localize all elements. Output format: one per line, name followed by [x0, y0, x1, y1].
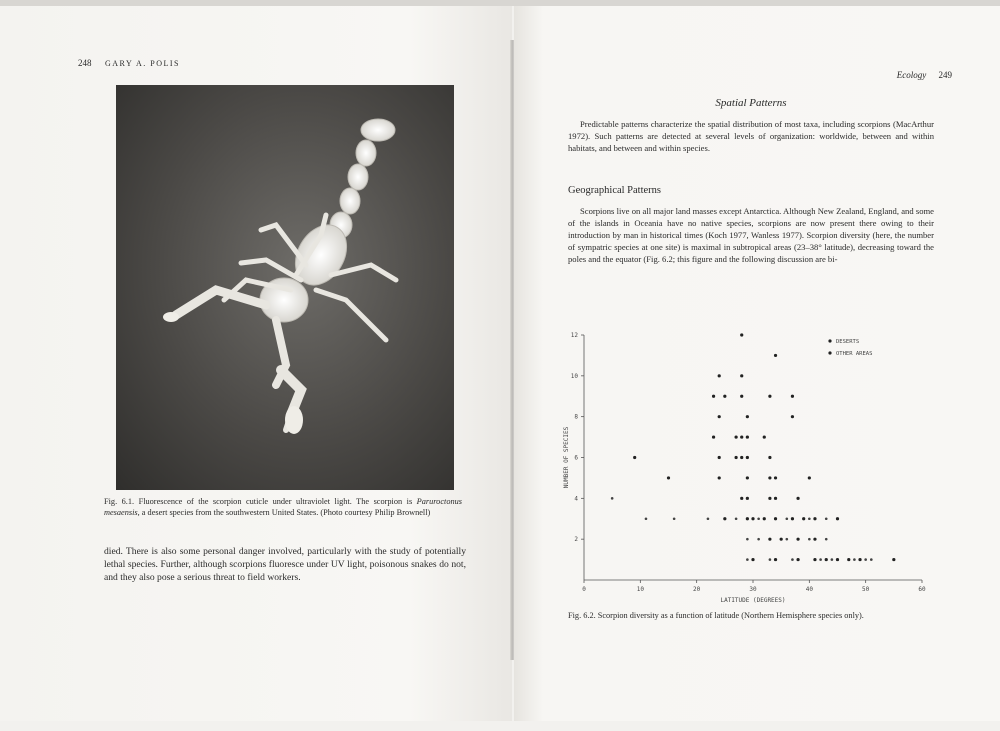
point-deserts — [813, 538, 816, 541]
point-deserts — [746, 517, 749, 520]
point-other-areas — [769, 558, 772, 561]
point-deserts — [780, 538, 783, 541]
point-deserts — [791, 415, 794, 418]
point-deserts — [836, 558, 839, 561]
point-deserts — [796, 538, 799, 541]
point-deserts — [740, 395, 743, 398]
point-deserts — [791, 395, 794, 398]
point-deserts — [774, 558, 777, 561]
subheading-geographical: Geographical Patterns — [568, 185, 662, 196]
point-deserts — [740, 497, 743, 500]
point-other-areas — [831, 558, 834, 561]
point-deserts — [633, 456, 636, 459]
point-other-areas — [611, 497, 614, 500]
point-other-areas — [825, 538, 828, 541]
point-deserts — [768, 497, 771, 500]
scatter-plot — [560, 325, 940, 605]
y-ticks — [571, 332, 584, 543]
y-tick-label: 4 — [574, 495, 578, 503]
point-deserts — [723, 517, 726, 520]
point-deserts — [763, 435, 766, 438]
legend-label: DESERTS — [836, 339, 860, 345]
point-other-areas — [791, 558, 794, 561]
x-axis-label: LATITUDE (DEGREES) — [720, 597, 786, 604]
author-running-head: GARY A. POLIS — [105, 59, 180, 68]
point-deserts — [796, 558, 799, 561]
point-other-areas — [825, 517, 828, 520]
point-deserts — [802, 517, 805, 520]
x-tick-label: 40 — [805, 586, 813, 593]
left-running-head — [78, 58, 180, 68]
point-deserts — [791, 517, 794, 520]
y-tick-label: 2 — [574, 536, 578, 544]
scorpion-photo — [116, 85, 454, 490]
point-deserts — [740, 374, 743, 377]
point-deserts — [774, 354, 777, 357]
paragraph-geographical-patterns: Scorpions live on all major land masses except Antarctica. Although New Zealand, England, and some of the islands in Oceania have no native species, scorpions are now present there owing to their introduction by man in historical times (Koch 1977, Wanless 1977). Scorpion diversity (here, the number of sympatric species at one site) is maximal in subtropical areas (23–38° latitude), decreasing toward the poles and the equator (Fig. 6.2; this figure and the following discussion are bi- — [568, 206, 934, 264]
data-points — [611, 333, 896, 561]
point-deserts — [847, 558, 850, 561]
chart-legend — [828, 339, 872, 357]
point-other-areas — [853, 558, 856, 561]
chapter-running-head: Ecology — [896, 70, 927, 80]
left-page-number: 248 — [78, 58, 92, 68]
point-deserts — [723, 395, 726, 398]
x-ticks — [582, 580, 926, 593]
point-deserts — [746, 497, 749, 500]
point-deserts — [735, 456, 738, 459]
right-running-head — [897, 70, 952, 80]
figure-label: Fig. 6.1. — [104, 497, 135, 506]
section-title: Spatial Patterns — [715, 97, 787, 109]
point-other-areas — [808, 538, 811, 541]
point-deserts — [836, 517, 839, 520]
x-tick-label: 30 — [749, 586, 757, 593]
paragraph-spatial-patterns: Predictable patterns characterize the spatial distribution of most taxa, including scorpions (MacArthur 1972). Such patterns are detected at several levels of organization: worldwide, between and within habitats, and between and within species. — [568, 119, 934, 153]
point-deserts — [751, 558, 754, 561]
point-deserts — [774, 476, 777, 479]
y-axis-label: NUMBER OF SPECIES — [563, 426, 570, 489]
point-deserts — [712, 395, 715, 398]
point-deserts — [740, 435, 743, 438]
x-tick-label: 10 — [636, 586, 644, 593]
point-deserts — [768, 476, 771, 479]
legend-label: OTHER AREAS — [836, 351, 873, 357]
point-deserts — [712, 435, 715, 438]
point-other-areas — [645, 517, 648, 520]
point-deserts — [735, 435, 738, 438]
point-other-areas — [673, 517, 676, 520]
point-other-areas — [707, 517, 710, 520]
point-other-areas — [746, 538, 749, 541]
legend-marker — [828, 351, 831, 354]
point-deserts — [746, 415, 749, 418]
point-other-areas — [864, 558, 867, 561]
point-deserts — [718, 456, 721, 459]
point-deserts — [774, 497, 777, 500]
point-deserts — [746, 476, 749, 479]
point-other-areas — [757, 538, 760, 541]
x-tick-label: 20 — [693, 586, 701, 593]
point-other-areas — [786, 517, 789, 520]
point-other-areas — [746, 558, 749, 561]
legend-marker — [828, 339, 831, 342]
point-deserts — [768, 538, 771, 541]
point-deserts — [858, 558, 861, 561]
point-deserts — [768, 456, 771, 459]
point-deserts — [768, 395, 771, 398]
point-deserts — [808, 476, 811, 479]
caption-text-end: , a desert species from the southwestern United States. (Photo courtesy Philip Brownell) — [137, 508, 431, 517]
y-tick-label: 8 — [574, 413, 578, 421]
figure-6-2-caption: Fig. 6.2. Scorpion diversity as a function of latitude (Northern Hemisphere species only). — [568, 611, 864, 620]
point-deserts — [740, 333, 743, 336]
x-tick-label: 60 — [918, 586, 926, 593]
x-tick-label: 50 — [862, 586, 870, 593]
point-deserts — [746, 435, 749, 438]
point-deserts — [667, 476, 670, 479]
right-page-number: 249 — [938, 70, 952, 80]
point-deserts — [718, 374, 721, 377]
scorpion-illustration — [116, 85, 454, 490]
figure-6-1-caption — [104, 496, 462, 518]
point-other-areas — [757, 517, 760, 520]
point-other-areas — [808, 517, 811, 520]
species-name: Paruroctonus mesaensis — [104, 497, 462, 517]
point-deserts — [813, 517, 816, 520]
point-other-areas — [819, 558, 822, 561]
point-deserts — [746, 456, 749, 459]
point-other-areas — [870, 558, 873, 561]
point-deserts — [718, 415, 721, 418]
point-deserts — [740, 456, 743, 459]
point-deserts — [813, 558, 816, 561]
point-deserts — [718, 476, 721, 479]
y-tick-label: 6 — [574, 454, 578, 462]
point-deserts — [751, 517, 754, 520]
point-deserts — [774, 517, 777, 520]
point-deserts — [825, 558, 828, 561]
caption-text: Fluorescence of the scorpion cuticle under ultraviolet light. The scorpion is — [134, 497, 417, 506]
point-deserts — [796, 497, 799, 500]
y-tick-label: 12 — [570, 332, 578, 339]
point-deserts — [763, 517, 766, 520]
point-other-areas — [735, 517, 738, 520]
left-body-paragraph: died. There is also some personal danger involved, particularly with the study of potentially lethal species. Further, although scorpions fluoresce under UV light, poisonous snakes do not, and they also pose a serious threat to field workers. — [104, 546, 466, 583]
x-tick-label: 0 — [582, 586, 586, 593]
point-deserts — [892, 558, 895, 561]
point-other-areas — [786, 538, 789, 541]
diversity-latitude-chart — [560, 325, 940, 605]
y-tick-label: 10 — [570, 372, 578, 380]
